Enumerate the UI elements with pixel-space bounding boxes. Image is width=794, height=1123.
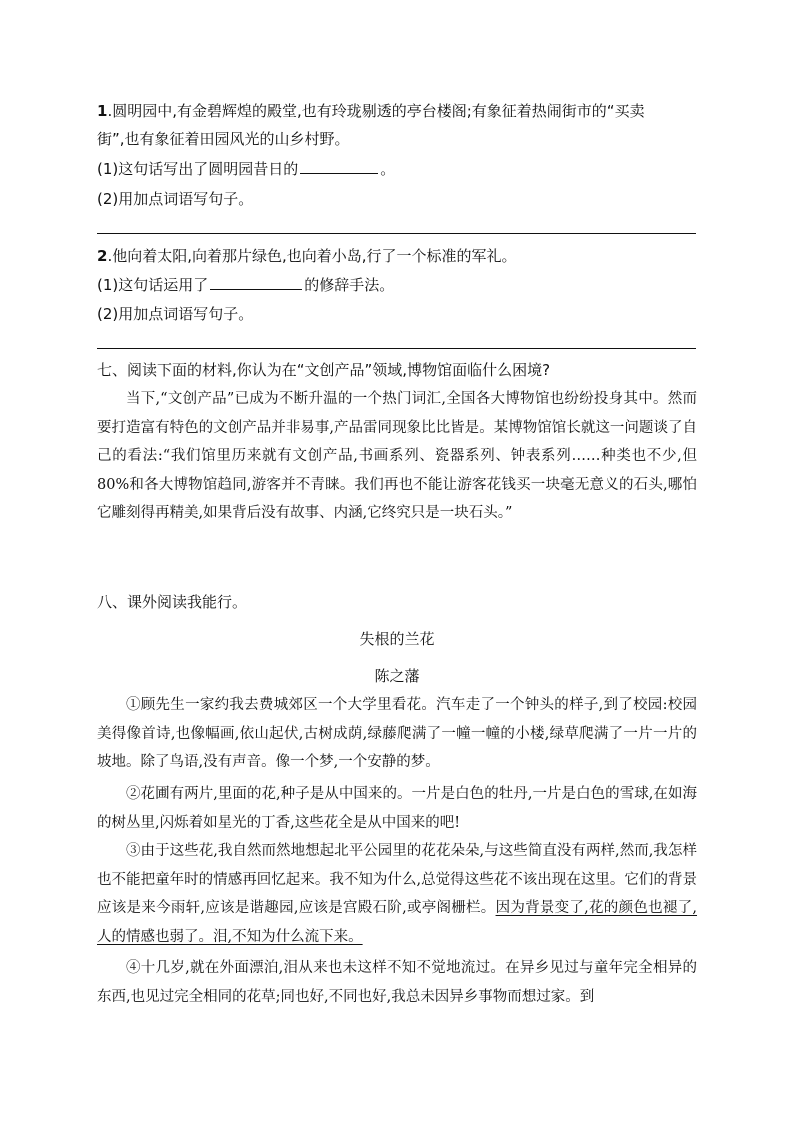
q1-number: 1 [97,102,108,120]
q2-answer-blank[interactable] [210,275,302,290]
article-paragraph-1: ①顾先生一家约我去费城郊区一个大学里看花。汽车走了一个钟头的样子,到了校园:校园美得像首诗,也像幅画,依山起伏,古树成荫,绿藤爬满了一幢一幢的小楼,绿草爬满了一片一片的坡地。除了鸟语,没有声音。像一个梦,一个安静的梦。 [97,697,697,770]
q2-number: 2 [97,247,108,265]
q2-line-1 [97,244,517,268]
article-paragraph-2: ②花圃有两片,里面的花,种子是从中国来的。一片是白色的牡丹,一片是白色的雪球,在如海的树丛里,闪烁着如星光的丁香,这些花全是从中国来的吧! [97,786,697,831]
section8-title: 八、课外阅读我能行。 [97,593,248,611]
article-paragraph-4: ④十几岁,就在外面漂泊,泪从来也未这样不知不觉地流过。在异乡见过与童年完全相异的东西,也见过完全相同的花草;同也好,不同也好,我总未因异乡事物而想过家。到 [97,960,697,1005]
q1-line-2: 街”,也有象征着田园风光的山乡村野。 [97,130,350,148]
q1-text-a: .圆明园中,有金碧辉煌的殿堂,也有玲珑剔透的亭台楼阁;有象征着热闹街市的“买卖 [107,102,645,120]
q2-sub1-prefix: (1)这句话运用了 [97,276,209,294]
q2-sub1-suffix: 的修辞手法。 [304,276,395,294]
q2-text: .他向着太阳,向着那片绿色,也向着小岛,行了一个标准的军礼。 [107,247,517,265]
q2-answer-line[interactable] [97,348,696,349]
q1-sub1-suffix: 。 [380,160,396,178]
underlined-sentence: 因为背景变了,花的颜色也褪了,人的情感也弱了。泪,不知为什么流下来。 [97,900,698,945]
q1-sub2: (2)用加点词语写句子。 [97,190,254,208]
q2-sub2: (2)用加点词语写句子。 [97,305,254,323]
article-title: 失根的兰花 [359,630,435,648]
article-paragraph-3-text: ③由于这些花,我自然而然地想起北平公园里的花花朵朵,与这些简直没有两样,然而,我怎样也不能把童年时的情感再回忆起来。我不知为什么,总觉得这些花不该出现在这里。它们的背景应该是来今雨轩,应该是谐趣园,应该是宫殿石阶,或亭阁栅栏。 [97,843,697,916]
section7-title: 七、阅读下面的材料,你认为在“文创产品”领域,博物馆面临什么困境? [97,361,551,379]
q2-sub1 [97,273,394,297]
q1-answer-blank[interactable] [300,159,378,174]
article-paragraph-3 [97,837,697,951]
q1-sub1-prefix: (1)这句话写出了圆明园昔日的 [97,160,299,178]
q1-line-1 [97,99,645,123]
article-author: 陈之藩 [374,667,420,685]
q1-answer-line[interactable] [97,233,696,234]
q1-sub1 [97,157,395,181]
section7-passage: 当下,“文创产品”已成为不断升温的一个热门词汇,全国各大博物馆也纷纷投身其中。然而要打造富有特色的文创产品并非易事,产品雷同现象比比皆是。某博物馆馆长就这一问题谈了自己的看法:“我们馆里历来就有文创产品,书画系列、瓷器系列、钟表系列……种类也不少,但80%和各大博物馆趋同,游客并不青睐。我们再也不能让游客花钱买一块毫无意义的石头,哪怕它雕刻得再精美,如果背后没有故事、内涵,它终究只是一块石头。” [97,391,697,521]
